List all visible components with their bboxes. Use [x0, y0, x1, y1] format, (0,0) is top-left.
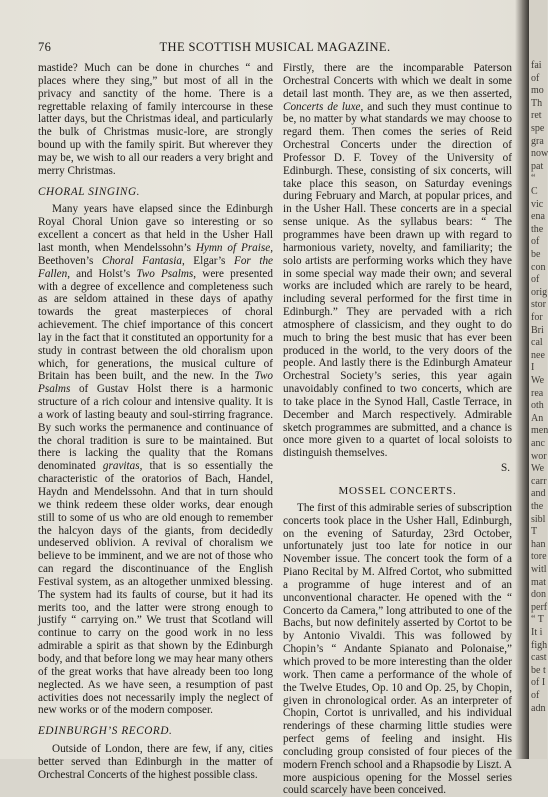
adjacent-page-fragment: be t — [531, 664, 546, 676]
adjacent-page-fragment: nee — [531, 349, 545, 361]
latin-term: gravitas — [102, 460, 140, 473]
text-run: , Beethoven’s — [38, 241, 273, 267]
choral-singing-heading: CHORAL SINGING. — [38, 185, 141, 198]
adjacent-page-fragment: Bri — [531, 324, 544, 336]
adjacent-page-fragment: “ T — [531, 614, 544, 626]
edinburgh-record-paragraph: Outside of London, there are few, if any, cities better served than Edinburgh in the matter of Orchestral Concerts of the highest possible class. — [38, 743, 273, 781]
christmas-closing-paragraph: mastide? Much can be done in churches “ and places where they sing,” but most of all in the privacy and sanctity of the home. There is a regrettable relaxing of family intercourse in these latter days, but the Christmas ideal, and particularly the bulk of Christmas music-lore, are strongly bound up with the family spirit. But wherever they may be, we wish to all our readers a very bright and merry Christmas. — [38, 62, 273, 177]
right-column — [283, 62, 512, 797]
running-title: THE SCOTTISH MUSICAL MAGAZINE. — [159, 40, 391, 54]
author-signature: S. — [500, 462, 510, 475]
adjacent-page-fragment: and — [531, 488, 546, 500]
text-run: , Elgar’s — [181, 254, 234, 267]
orchestral-concerts-paragraph — [283, 62, 512, 460]
adjacent-page-fragment: con — [531, 261, 546, 273]
text-run: , that is so essentially the characteristic of the oratorios of Bach, Handel, Haydn and Mendelssohn. And that in turn should we think redeem these older works, dear enough still to some of us who are old enough to remember the halcyon days of the giants, from decidedly undeserved oblivion. A revival of choralism we believe to be imminent, and we are not of those who can regard the discontinuance of the English Festival system, as an altogether unmixed blessing. The system had its faults of course, but it had its merits too, and the latter were strong enough to justify “ carrying on.” We trust that Scotland will continue to carry on the good work in no less admirable a spirit as that shown by the Edinburgh body, and that before long we may hear many others of the great works that have already been too long neglected. As we have seen, a resumption of past activities does not necessarily imply the neglect of new works or of the modern composer. — [38, 460, 273, 717]
adjacent-page-fragment: stor — [531, 299, 546, 311]
text-run: , were presented with a degree of excellence and completeness such as are seldom attained in these days of apathy towards the great masterpieces of choral achievement. The chief importance of this concert lay in the fact that it constituted an opportunity for a study in contrast between the old choralism upon which, for generations, the musical culture of Britain has been built, and the new. In the — [38, 267, 273, 383]
adjacent-page-fragment: for — [531, 312, 543, 323]
text-run: Firstly, there are the incomparable Paterson Orchestral Concerts with which we dealt in some detail last month. They are, as we then asserted, — [283, 62, 512, 100]
adjacent-page-fragment: adn — [531, 702, 546, 714]
adjacent-page-fragment: T — [531, 526, 538, 538]
adjacent-page-fragment: C — [531, 186, 538, 197]
choral-singing-paragraph — [38, 203, 273, 717]
adjacent-page-fragment: cast — [531, 652, 547, 664]
italic-phrase: Concerts de luxe — [283, 100, 361, 113]
adjacent-page-fragment: ena — [531, 211, 545, 223]
adjacent-page-fragment: rea — [531, 387, 544, 399]
adjacent-page-fragment: the — [531, 501, 544, 512]
text-run: , and such they must continue to be, no matter by what standards we may choose to regard them. Then comes the series of Reid Orchestral Concerts under the direction of Professor D. F. Tovey of the University of Edinburgh. These, consisting of six concerts, will take place this season, on Saturday evenings during February and March, at popular prices, and in the Usher Hall. These concerts are in a special sense unique. As the syllabus bears: “ The programmes have been drawn up with regard to harmonious variety, novelty, and familiarity; the solo artists are performing works which they have in some special way made their own; and several works are included which are rarely to be heard, including several performed for the first time in Edinburgh.” They are pervaded with a rich atmosphere of classicism, and they ought to do much to bring the best music that has ever been produced in the world, to the very doors of the people. And lastly there is the Edinburgh Amateur Orchestral Society’s series, this year again unavoidably confined to two concerts, which are to take place in the Synod Hall, Castle Terrace, in December and March respectively. Admirable sketch programmes are submitted, and a chance is once more given to a quartet of local soloists to distinguish themselves. — [283, 100, 512, 460]
adjacent-page-fragment: fai — [531, 60, 542, 71]
work-title: Two Psalms — [38, 370, 273, 396]
adjacent-page-fragment: It i — [531, 627, 543, 638]
adjacent-page-fragment: vic — [531, 198, 544, 210]
adjacent-page-edge — [529, 0, 547, 759]
binding-gutter-shadow — [515, 0, 529, 759]
work-title: Choral Fantasia — [101, 254, 182, 267]
adjacent-page-fragment: sibl — [531, 513, 546, 525]
mossel-concerts-paragraph: The first of this admirable series of subscription concerts took place in the Usher Hall, Edinburgh, on the evening of Saturday, 23rd October, unfortunately just too late for notice in our November issue. The concert took the form of a Piano Recital by M. Alfred Cortot, who submitted a programme of huge interest and of an unconventional character. He opened with the “ Concerto da Camera,” long attributed to one of the Bachs, but now definitely asserted by Cortot to be by Antonio Vivaldi. This was followed by Chopin’s “ Andante Spianato and Polonaise,” which proved to be more interesting than the older work. Then came a performance of the whole of the Twelve Etudes, Op. 10 and Op. 25, by Chopin, given in chronological order. As an interpreter of Chopin, Cortot is unrivalled, and his individual renderings of these charming little studies were perfect gems of feeling and insight. His concluding group consisted of four pieces of the modern French school and a Rhapsodie by Liszt. A more auspicious opening for the Mossel series could scarcely have been conceived. — [283, 501, 512, 797]
left-column — [38, 62, 273, 782]
adjacent-page-fragment: “ — [531, 173, 536, 185]
adjacent-page-fragment: oth — [531, 400, 544, 412]
adjacent-page-fragment: carr — [531, 475, 547, 487]
adjacent-page-fragment: han — [531, 538, 546, 550]
adjacent-page-fragment: wor — [531, 450, 547, 462]
adjacent-page-fragment: cal — [531, 337, 543, 349]
page-number: 76 — [38, 40, 52, 54]
adjacent-page-fragment: the — [531, 223, 544, 235]
adjacent-page-fragment: An — [531, 412, 544, 424]
adjacent-page-fragment: mat — [531, 576, 546, 588]
adjacent-page-fragment: now — [531, 148, 548, 160]
adjacent-page-fragment: men — [531, 425, 548, 437]
work-title: Two Psalms — [136, 267, 194, 280]
adjacent-page-fragment: don — [531, 589, 546, 601]
mossel-concerts-heading: MOSSEL CONCERTS. — [338, 485, 457, 497]
adjacent-page-fragment: tore — [531, 551, 547, 563]
adjacent-page-fragment: We — [531, 463, 545, 475]
text-run: of Gustav Holst there is a harmonic structure of a rich colour and intensive quality. It is a work of lasting beauty and soul-stirring fragrance. By such works the permanence and continuance of the choral tradition is sure to be maintained. But there is lacking the quality that the Romans denominated — [38, 383, 273, 473]
work-title: For the Fallen — [38, 254, 274, 280]
text-run: , and Holst’s — [67, 267, 137, 280]
text-run: Many years have elapsed since the Edinburgh Royal Choral Union gave so interesting or so excellent a concert as that held in the Usher Hall last month, when Mendelssohn’s — [38, 203, 273, 254]
adjacent-page-fragment: mo — [531, 85, 544, 97]
adjacent-page-fragment: Th — [531, 97, 543, 109]
adjacent-page-fragment: I — [531, 362, 535, 374]
adjacent-page-fragment: of — [531, 690, 540, 701]
edinburgh-record-heading: EDINBURGH’S RECORD. — [38, 725, 173, 738]
adjacent-page-fragment: spe — [531, 123, 545, 134]
adjacent-page-fragment: of — [531, 72, 540, 84]
adjacent-page-fragment: gra — [531, 135, 544, 147]
adjacent-page-fragment: witl — [531, 564, 547, 575]
adjacent-page-fragment: perf — [531, 601, 548, 613]
adjacent-page-fragment: of — [531, 236, 540, 248]
work-title: Hymn of Praise — [195, 241, 271, 254]
adjacent-page-fragment: orig — [531, 286, 548, 298]
adjacent-page-fragment: be — [531, 249, 541, 260]
adjacent-page-fragment: anc — [531, 438, 545, 449]
adjacent-page-fragment: We — [531, 375, 545, 386]
page-header — [38, 40, 512, 56]
adjacent-page-fragment: pat — [531, 160, 544, 172]
adjacent-page-fragment: figh — [531, 639, 548, 651]
adjacent-page-fragment: ret — [531, 110, 542, 122]
adjacent-page-fragment: of I — [531, 677, 546, 689]
adjacent-page-fragment: of — [531, 274, 540, 286]
